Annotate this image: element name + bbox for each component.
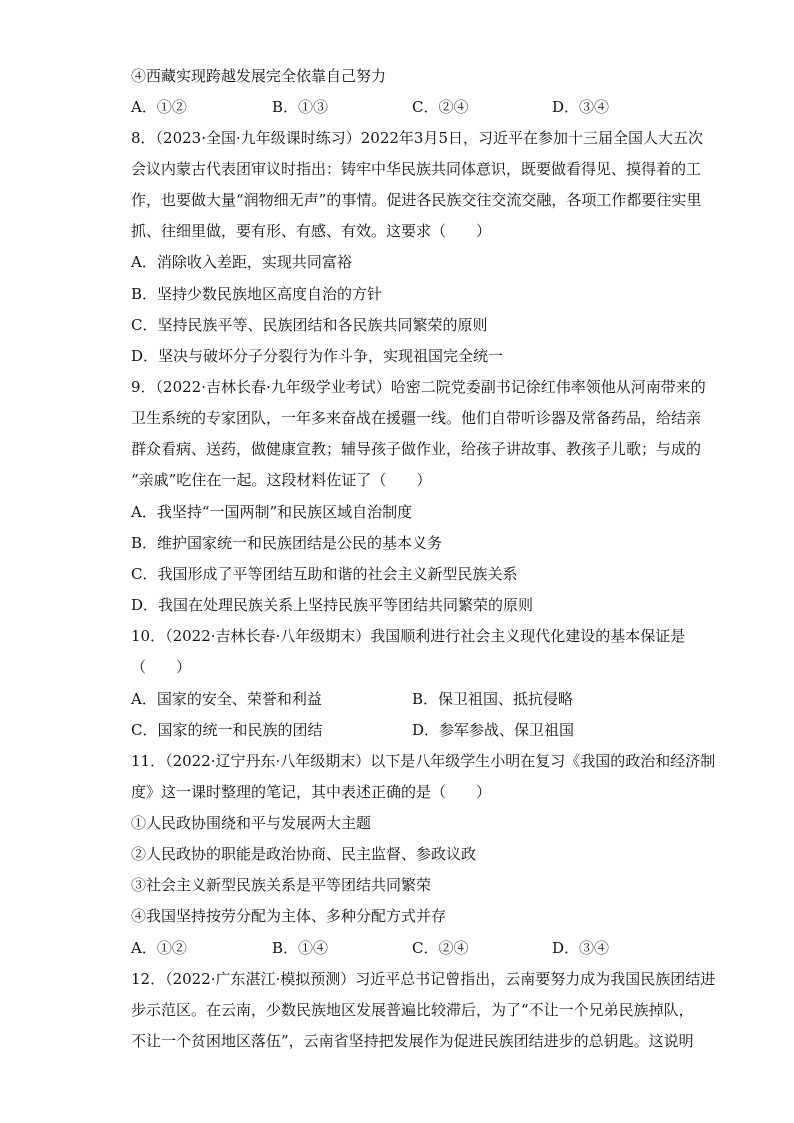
q11-option-d: D．③④ <box>552 939 610 957</box>
q11-stem-line-1: 11．（2022·辽宁丹东·八年级期末）以下是八年级学生小明在复习《我国的政治和经济制 <box>131 752 716 770</box>
q9-option-d: D．我国在处理民族关系上坚持民族平等团结共同繁荣的原则 <box>131 596 534 614</box>
q8-option-a: A．消除收入差距，实现共同富裕 <box>131 253 352 271</box>
q9-option-b: B．维护国家统一和民族团结是公民的基本义务 <box>131 534 443 552</box>
q10-stem-line-2: （ ） <box>131 658 192 676</box>
q11-option-b: B．①④ <box>272 939 329 957</box>
q12-stem-line-3: 不让一个贫困地区落伍”，云南省坚持把发展作为促进民族团结进步的总钥匙。这说明 <box>131 1032 694 1050</box>
q9-stem-line-1: 9．（2022·吉林长春·九年级学业考试）哈密二院党委副书记徐红伟率领他从河南带来的 <box>131 378 706 396</box>
q12-stem-line-1: 12．（2022·广东湛江·模拟预测）习近平总书记曾指出，云南要努力成为我国民族团结进 <box>131 970 716 988</box>
q11-statement-2: ②人民政协的职能是政治协商、民主监督、参政议政 <box>131 845 477 863</box>
q11-statement-4: ④我国坚持按劳分配为主体、多种分配方式并存 <box>131 907 447 925</box>
q7-option-b: B．①③ <box>272 98 329 116</box>
q10-option-d: D．参军参战、保卫祖国 <box>412 721 575 739</box>
q10-option-b: B．保卫祖国、抵抗侵略 <box>412 690 574 708</box>
q9-option-a: A．我坚持“一国两制”和民族区域自治制度 <box>131 503 413 521</box>
q11-statement-1: ①人民政协围绕和平与发展两大主题 <box>131 814 372 832</box>
q8-option-d: D．坚决与破坏分子分裂行为作斗争，实现祖国完全统一 <box>131 347 504 365</box>
q11-statement-3: ③社会主义新型民族关系是平等团结共同繁荣 <box>131 876 432 894</box>
q8-option-b: B．坚持少数民族地区高度自治的方针 <box>131 285 383 303</box>
q10-option-c: C．国家的统一和民族的团结 <box>131 721 323 739</box>
q11-option-c: C．②④ <box>412 939 469 957</box>
q8-stem-line-3: 作，也要做大量“润物细无声”的事情。促进各民族交往交流交融，各项工作都要往实里 <box>131 191 702 209</box>
q10-stem-line-1: 10．（2022·吉林长春·八年级期末）我国顺利进行社会主义现代化建设的基本保证是 <box>131 627 686 645</box>
q8-stem-line-4: 抓、往细里做，要有形、有感、有效。这要求（ ） <box>131 222 492 240</box>
q11-stem-line-2: 度》这一课时整理的笔记，其中表述正确的是（ ） <box>131 783 492 801</box>
q12-stem-line-2: 步示范区。在云南，少数民族地区发展普遍比较滞后，为了“不让一个兄弟民族掉队， <box>131 1001 694 1019</box>
q8-stem-line-2: 会议内蒙古代表团审议时指出：铸牢中华民族共同体意识，既要做看得见、摸得着的工 <box>131 160 702 178</box>
q7-option-c: C．②④ <box>412 98 469 116</box>
q10-option-a: A．国家的安全、荣誉和利益 <box>131 690 322 708</box>
q7-statement-4: ④西藏实现跨越发展完全依靠自己努力 <box>131 67 387 85</box>
q7-option-a: A．①② <box>131 98 187 116</box>
q11-option-a: A．①② <box>131 939 187 957</box>
q9-stem-line-4: “亲戚”吃住在一起。这段材料佐证了（ ） <box>131 471 432 489</box>
q7-option-d: D．③④ <box>552 98 610 116</box>
q8-option-c: C．坚持民族平等、民族团结和各民族共同繁荣的原则 <box>131 316 488 334</box>
q9-option-c: C．我国形成了平等团结互助和谐的社会主义新型民族关系 <box>131 565 518 583</box>
q9-stem-line-2: 卫生系统的专家团队，一年多来奋战在援疆一线。他们自带听诊器及常备药品，给结亲 <box>131 409 702 427</box>
q9-stem-line-3: 群众看病、送药，做健康宣教；辅导孩子做作业，给孩子讲故事、教孩子儿歌；与成的 <box>131 440 702 458</box>
q8-stem-line-1: 8．（2023·全国·九年级课时练习）2022年3月5日，习近平在参加十三届全国人大五次 <box>131 129 704 147</box>
